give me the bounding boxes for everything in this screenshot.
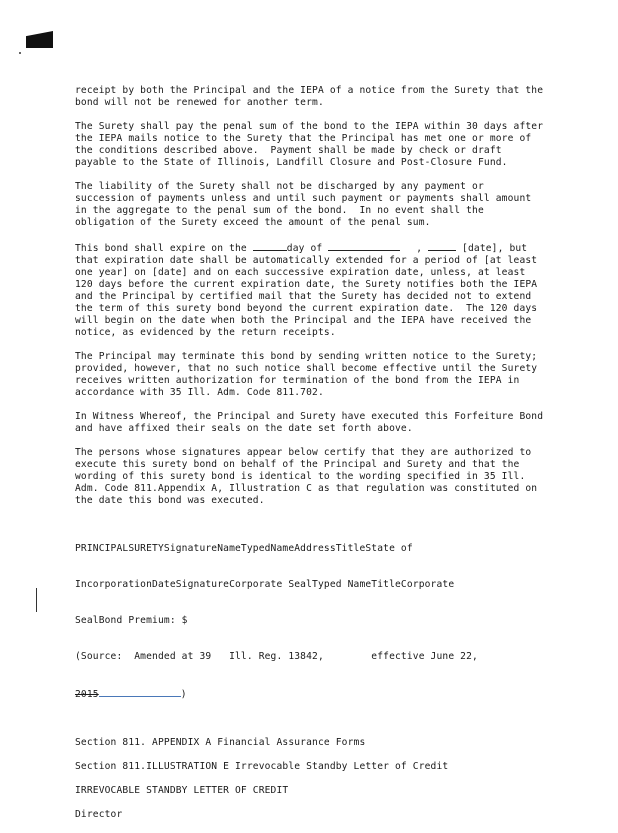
scan-corner-mark (26, 31, 53, 48)
paragraph-notice-receipt: receipt by both the Principal and the IEPA of a notice from the Surety that the bond will not be renewed for another term. (75, 85, 550, 108)
day-blank (253, 241, 287, 251)
paragraph-penal-sum-payment: The Surety shall pay the penal sum of the bond to the IEPA within 30 days after the IEPA mails notice to the Surety that the Principal has met one or more of the conditions described above. Payment shall be made by check or draft payable to the State of Illinois, Landfill Closure and Post-Closure Fund. (75, 121, 550, 168)
source-note: (Source: Amended at 39 Ill. Reg. 13842, effective June 22, (75, 651, 478, 662)
paragraph-in-witness: In Witness Whereof, the Principal and Surety have executed this Forfeiture Bond and have affixed their seals on the date set forth above. (75, 411, 550, 434)
scan-speck (19, 52, 21, 54)
addressee: Director (75, 809, 123, 820)
section-illustration-e: Section 811.ILLUSTRATION E Irrevocable Standby Letter of Credit (75, 761, 449, 772)
expiration-text-d: [date], but that expiration date shall be automatically extended for a period of [at least one year] on [date] and on each successive expiration date, unless, at least 120 days before the current expiration date, the Surety notifies both the IEPA and the Principal by certified mail that the Surety has decided not to extend the term of this surety bond beyond the current expiration date. The 120 days will begin on the date when both the Principal and the IEPA have received the notice, as evidenced by the return receipts. (75, 243, 544, 338)
letter-title: IRREVOCABLE STANDBY LETTER OF CREDIT (75, 785, 289, 796)
document-body (75, 85, 550, 833)
revision-bar (36, 588, 37, 612)
signature-line-2: IncorporationDateSignatureCorporate SealTyped NameTitleCorporate (75, 579, 455, 590)
expiration-text-c: , (416, 243, 429, 254)
section-appendix-a: Section 811. APPENDIX A Financial Assurance Forms (75, 737, 366, 748)
signature-line-1: PRINCIPALSURETYSignatureNameTypedNameAddressTitleState of (75, 543, 413, 554)
month-blank (328, 241, 400, 251)
expiration-text-a: This bond shall expire on the (75, 243, 253, 254)
source-close: ) (180, 689, 187, 700)
source-note-end (75, 687, 545, 701)
paragraph-surety-liability: The liability of the Surety shall not be discharged by any payment or succession of payments unless and until such payment or payments shall amount in the aggregate to the penal sum of the bond. In no event shall the obligation of the Surety exceed the amount of the penal sum. (75, 181, 538, 228)
signature-block (75, 519, 545, 725)
inserted-blank (99, 687, 181, 697)
year-blank (428, 241, 456, 251)
paragraph-certification: The persons whose signatures appear below certify that they are authorized to execute this surety bond on behalf of the Principal and Surety and that the wording of this surety bond is identical to the wording specified in 35 Ill. Adm. Code 811.Appendix A, Illustration C as that regulation was constituted on the date this bond was executed. (75, 447, 544, 506)
paragraph-bond-expiration (75, 241, 545, 339)
paragraph-termination: The Principal may terminate this bond by sending written notice to the Surety; provided, however, that no such notice shall become effective until the Surety receives written authorization for termination of the bond from the IEPA in accordance with 35 Ill. Adm. Code 811.702. (75, 351, 544, 398)
source-year: 2015 (75, 689, 99, 700)
signature-line-3: SealBond Premium: $ (75, 615, 188, 626)
expiration-text-b: day of (286, 243, 329, 254)
